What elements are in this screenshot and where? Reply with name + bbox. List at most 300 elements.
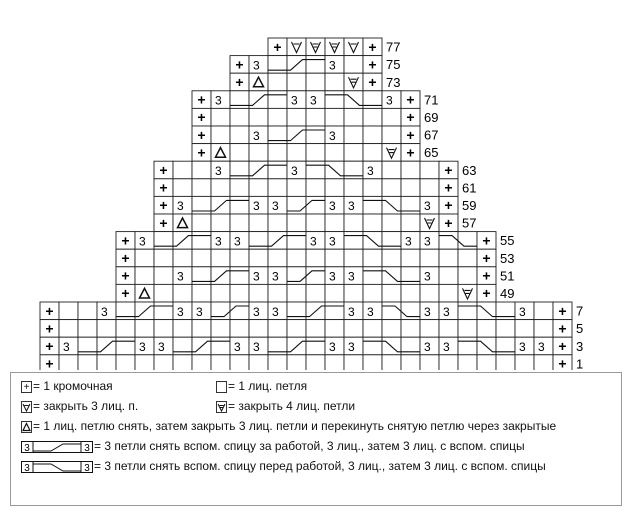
chart-row	[192, 91, 438, 109]
cable-count-label: 3	[424, 199, 431, 214]
cable-count-label: 3	[310, 234, 317, 249]
edge-stitch-mark: +	[159, 197, 168, 214]
legend-knit-text: = 1 лиц. петля	[228, 379, 308, 393]
row-number-label: 57	[462, 215, 477, 231]
chart-row	[40, 302, 583, 320]
chart-cell	[363, 284, 382, 302]
chart-row	[40, 355, 583, 370]
row-number-label: 73	[386, 74, 401, 90]
chart-cell	[382, 249, 401, 267]
chart-cell	[458, 320, 477, 338]
chart-cell	[173, 284, 192, 302]
cable-count-label: 3	[253, 340, 260, 354]
chart-cell	[78, 320, 97, 338]
chart-cell	[211, 320, 230, 338]
cable-count-label: 3	[424, 340, 431, 354]
chart-cell	[382, 355, 401, 370]
chart-cell	[439, 320, 458, 338]
chart-cell	[382, 126, 401, 144]
cable-count-label: 3	[272, 304, 279, 319]
cable-count-label: 3	[196, 304, 203, 319]
edge-stitch-mark: +	[159, 162, 168, 178]
cable-count-label: 3	[519, 304, 526, 319]
svg-text:3: 3	[24, 442, 30, 453]
chart-cell	[515, 320, 534, 338]
chart-cell	[154, 284, 173, 302]
chart-cell	[401, 179, 420, 197]
chart-cell	[306, 108, 325, 126]
cable-count-label: 3	[215, 234, 222, 249]
chart-cell	[344, 126, 363, 144]
cable-front-icon	[21, 461, 93, 473]
cable-count-label: 3	[253, 58, 260, 73]
chart-cell	[211, 214, 230, 232]
chart-cell	[211, 337, 230, 355]
edge-stitch-mark: +	[159, 214, 168, 231]
cable-count-label: 3	[253, 128, 260, 143]
chart-cell	[211, 108, 230, 126]
chart-row	[230, 73, 400, 91]
row-number-label: 77	[386, 39, 401, 55]
chart-cell	[306, 337, 325, 355]
chart-cell	[173, 355, 192, 370]
edge-stitch-mark: +	[121, 250, 130, 266]
chart-cell	[230, 320, 249, 338]
legend-bind-off-3	[21, 399, 138, 414]
edge-stitch-mark: +	[444, 214, 453, 231]
chart-cell	[287, 179, 306, 197]
chart-cell	[249, 179, 268, 197]
bind-off-4-icon	[216, 401, 227, 413]
chart-cell	[325, 91, 344, 109]
chart-cell	[420, 320, 439, 338]
chart-cell	[382, 108, 401, 126]
cable-count-label: 3	[424, 269, 431, 284]
chart-cell	[249, 144, 268, 162]
triangle-decrease-icon	[21, 421, 32, 433]
legend-cable-back-text: = 3 петли снять вспом. спицу за работой, 3 лиц., затем 3 лиц. с вспом. спицы	[94, 439, 525, 453]
cable-count-label: 3	[348, 269, 355, 284]
chart-cell	[268, 73, 287, 91]
chart-cell	[268, 161, 287, 179]
chart-cell	[458, 249, 477, 267]
chart-cell	[344, 284, 363, 302]
chart-cell	[382, 214, 401, 232]
chart-cell	[192, 249, 211, 267]
chart-cell	[363, 126, 382, 144]
edge-stitch-mark: +	[558, 320, 567, 337]
chart-cell	[249, 249, 268, 267]
chart-cell	[401, 249, 420, 267]
legend-bind-off-4-text: = закрыть 4 лиц. петли	[228, 399, 356, 413]
chart-cell	[439, 355, 458, 370]
cable-count-label: 3	[234, 234, 241, 249]
chart-cell	[420, 161, 439, 179]
chart-cell	[287, 284, 306, 302]
chart-cell	[135, 249, 154, 267]
edge-stitch-mark: +	[558, 338, 567, 354]
edge-stitch-mark: +	[406, 144, 415, 161]
chart-cell	[401, 161, 420, 179]
cable-count-label: 3	[215, 164, 222, 178]
chart-cell	[192, 355, 211, 370]
chart-cell	[344, 214, 363, 232]
chart-cell	[420, 355, 439, 370]
chart-cell	[344, 355, 363, 370]
chart-cell	[344, 320, 363, 338]
legend-edge-stitch	[21, 379, 113, 394]
chart-cell	[287, 232, 306, 250]
chart-cell	[230, 214, 249, 232]
chart-cell	[344, 179, 363, 197]
legend-cable-back	[21, 439, 525, 454]
chart-cell	[192, 161, 211, 179]
edge-stitch-mark: +	[45, 302, 54, 319]
chart-cell	[363, 320, 382, 338]
chart-row	[116, 284, 514, 302]
bind-off-3-icon	[21, 401, 32, 413]
chart-cell	[192, 179, 211, 197]
cable-count-label: 3	[519, 340, 526, 354]
cable-count-label: 3	[177, 304, 184, 319]
edge-stitch-mark: +	[558, 302, 567, 319]
chart-cell	[344, 249, 363, 267]
chart-cell	[325, 355, 344, 370]
edge-stitch-mark: +	[45, 338, 54, 354]
cable-count-label: 3	[177, 269, 184, 284]
chart-cell	[325, 108, 344, 126]
row-number-label: 61	[462, 180, 477, 196]
edge-stitch-mark: +	[368, 74, 377, 90]
chart-cell	[458, 267, 477, 285]
cable-count-label: 3	[253, 269, 260, 284]
chart-cell	[230, 249, 249, 267]
cable-count-label: 3	[329, 269, 336, 284]
chart-row	[192, 126, 438, 144]
chart-cell	[439, 232, 458, 250]
chart-cell	[363, 144, 382, 162]
row-number-label: 59	[462, 198, 477, 213]
row-number-label: 3	[576, 338, 584, 354]
edge-stitch-mark: +	[197, 126, 206, 143]
chart-cell	[344, 108, 363, 126]
chart-cell	[268, 214, 287, 232]
chart-cell	[363, 108, 382, 126]
chart-cell	[268, 144, 287, 162]
cable-count-label: 3	[101, 304, 108, 319]
cable-count-label: 3	[367, 164, 374, 178]
cable-count-label: 3	[329, 234, 336, 249]
edge-stitch-mark: +	[482, 285, 491, 302]
row-number-label: 53	[500, 250, 515, 266]
chart-cell	[287, 249, 306, 267]
chart-cell	[287, 108, 306, 126]
legend-bind-off-4	[216, 399, 355, 414]
chart-cell	[477, 320, 496, 338]
chart-cell	[59, 355, 78, 370]
chart-cell	[534, 320, 553, 338]
chart-cell	[477, 355, 496, 370]
svg-text:3: 3	[24, 462, 30, 473]
row-number-label: 71	[424, 92, 439, 108]
chart-cell	[325, 144, 344, 162]
row-number-label: 67	[424, 127, 439, 143]
chart-cell	[249, 284, 268, 302]
chart-cell	[344, 232, 363, 250]
cable-count-label: 3	[158, 340, 165, 354]
row-number-label: 7	[576, 303, 584, 319]
legend	[10, 372, 622, 506]
chart-cell	[306, 284, 325, 302]
edge-stitch-mark: +	[45, 355, 54, 370]
chart-cell	[306, 161, 325, 179]
chart-cell	[306, 320, 325, 338]
chart-cell	[230, 196, 249, 214]
chart-cell	[420, 249, 439, 267]
chart-cell	[287, 355, 306, 370]
chart-cell	[401, 284, 420, 302]
cable-count-label: 3	[291, 164, 298, 178]
chart-cell	[116, 355, 135, 370]
chart-cell	[496, 320, 515, 338]
svg-text:3: 3	[84, 442, 90, 453]
chart-cell	[230, 126, 249, 144]
chart-cell	[306, 179, 325, 197]
edge-stitch-mark: +	[482, 267, 491, 284]
cable-count-label: 3	[443, 340, 450, 354]
edge-stitch-mark: +	[444, 179, 453, 196]
chart-cell	[287, 73, 306, 91]
edge-stitch-mark: +	[121, 232, 130, 249]
edge-stitch-mark: +	[558, 355, 567, 370]
chart-cell	[363, 249, 382, 267]
chart-cell	[173, 179, 192, 197]
chart-cell	[401, 214, 420, 232]
chart-cell	[230, 355, 249, 370]
cable-count-label: 3	[291, 93, 298, 108]
chart-cell	[268, 91, 287, 109]
chart-cell	[325, 214, 344, 232]
chart-cell	[363, 267, 382, 285]
chart-cell	[154, 302, 173, 320]
chart-cell	[268, 284, 287, 302]
cable-back-icon	[21, 441, 93, 453]
row-number-label: 55	[500, 233, 515, 249]
chart-cell	[192, 320, 211, 338]
cable-count-label: 3	[424, 304, 431, 319]
cable-count-label: 3	[348, 199, 355, 214]
chart-cell	[230, 179, 249, 197]
edge-stitch-mark: +	[482, 232, 491, 249]
chart-row	[192, 144, 438, 162]
cable-count-label: 3	[272, 269, 279, 284]
chart-cell	[249, 108, 268, 126]
chart-cell	[534, 355, 553, 370]
legend-edge-text: = 1 кромочная	[33, 379, 113, 393]
chart-cell	[249, 320, 268, 338]
chart-cell	[249, 355, 268, 370]
chart-cell	[325, 302, 344, 320]
cable-count-label: 3	[443, 304, 450, 319]
chart-cell	[458, 337, 477, 355]
cable-count-label: 3	[538, 340, 545, 354]
chart-cell	[268, 355, 287, 370]
chart-cell	[363, 337, 382, 355]
chart-cell	[268, 108, 287, 126]
knit-stitch-icon	[216, 381, 227, 393]
chart-cell	[173, 161, 192, 179]
chart-cell	[268, 249, 287, 267]
svg-text:3: 3	[84, 462, 90, 473]
cable-count-label: 3	[329, 58, 336, 73]
chart-cell	[192, 284, 211, 302]
chart-row	[154, 214, 476, 232]
chart-row	[154, 179, 476, 197]
chart-row	[192, 108, 438, 126]
chart-cell	[287, 214, 306, 232]
chart-row	[40, 337, 583, 355]
edge-stitch-mark: +	[368, 56, 377, 73]
chart-cell	[363, 214, 382, 232]
chart-cell	[268, 320, 287, 338]
chart-row	[116, 267, 514, 285]
chart-cell	[306, 144, 325, 162]
chart-row	[154, 161, 476, 179]
chart-cell	[382, 302, 401, 320]
edge-stitch-mark: +	[197, 144, 206, 161]
chart-cell	[534, 302, 553, 320]
chart-cell	[325, 179, 344, 197]
row-number-label: 51	[500, 268, 515, 284]
edge-stitch-mark: +	[444, 197, 453, 214]
edge-stitch-mark: +	[444, 162, 453, 178]
chart-cell	[78, 302, 97, 320]
edge-stitch-mark: +	[159, 179, 168, 196]
edge-stitch-mark: +	[197, 109, 206, 126]
chart-cell	[496, 355, 515, 370]
cable-count-label: 3	[329, 199, 336, 214]
chart-cell	[116, 320, 135, 338]
chart-cell	[78, 355, 97, 370]
chart-cell	[249, 214, 268, 232]
chart-cell	[135, 320, 154, 338]
chart-cell	[135, 267, 154, 285]
edge-stitch-mark: +	[406, 109, 415, 126]
chart-cell	[401, 320, 420, 338]
chart-row	[116, 249, 514, 267]
chart-cell	[325, 284, 344, 302]
row-number-label: 1	[576, 356, 584, 370]
row-number-label: 49	[500, 286, 515, 301]
chart-cell	[59, 302, 78, 320]
edge-stitch-mark: +	[406, 126, 415, 143]
chart-cell	[211, 284, 230, 302]
chart-cell	[439, 267, 458, 285]
chart-cell	[382, 179, 401, 197]
chart-cell	[97, 320, 116, 338]
chart-cell	[363, 196, 382, 214]
chart-cell	[458, 302, 477, 320]
chart-row	[116, 232, 514, 250]
chart-cell	[211, 126, 230, 144]
edge-stitch-mark: +	[121, 267, 130, 284]
edge-stitch-mark: +	[235, 74, 244, 90]
chart-cell	[458, 355, 477, 370]
chart-cell	[154, 249, 173, 267]
cable-count-label: 3	[329, 340, 336, 354]
chart-cell	[287, 144, 306, 162]
edge-stitch-mark: +	[45, 320, 54, 337]
edge-stitch-mark: +	[273, 38, 282, 55]
chart-cell	[230, 284, 249, 302]
chart-cell	[173, 320, 192, 338]
chart-cell	[401, 355, 420, 370]
chart-cell	[230, 267, 249, 285]
chart-cell	[382, 320, 401, 338]
chart-row	[154, 196, 476, 214]
chart-cell	[306, 126, 325, 144]
edge-stitch-mark: +	[406, 91, 415, 108]
chart-cell	[439, 249, 458, 267]
chart-cell	[211, 249, 230, 267]
cable-count-label: 3	[367, 304, 374, 319]
chart-cell	[211, 355, 230, 370]
legend-knit-stitch	[216, 379, 307, 394]
chart-cell	[306, 73, 325, 91]
chart-cell	[211, 179, 230, 197]
cable-count-label: 3	[272, 199, 279, 214]
cable-count-label: 3	[348, 304, 355, 319]
cable-count-label: 3	[386, 93, 393, 108]
chart-cell	[192, 232, 211, 250]
chart-cell	[306, 196, 325, 214]
row-number-label: 69	[424, 110, 439, 125]
chart-cell	[154, 355, 173, 370]
chart-cell	[420, 284, 439, 302]
chart-cell	[325, 73, 344, 91]
chart-cell	[59, 320, 78, 338]
chart-cell	[306, 267, 325, 285]
chart-cell	[97, 355, 116, 370]
chart-cell	[230, 144, 249, 162]
legend-bind-off-3-text: = закрыть 3 лиц. п.	[33, 399, 139, 413]
cable-count-label: 3	[310, 93, 317, 108]
legend-triangle-text: = 1 лиц. петлю снять, затем закрыть 3 лиц. петли и перекинуть снятую петлю через закрытые	[33, 419, 557, 433]
edge-stitch-mark: +	[368, 38, 377, 55]
chart-cell	[363, 179, 382, 197]
edge-stitch-icon: +	[21, 381, 32, 393]
chart-cell	[230, 108, 249, 126]
legend-cable-front	[21, 459, 546, 474]
cable-count-label: 3	[405, 234, 412, 249]
chart-cell	[154, 320, 173, 338]
cable-count-label: 3	[424, 234, 431, 249]
chart-cell	[135, 355, 154, 370]
chart-cell	[154, 267, 173, 285]
chart-row	[268, 38, 400, 56]
cable-count-label: 3	[139, 340, 146, 354]
chart-row	[230, 56, 400, 74]
chart-cell	[344, 144, 363, 162]
chart-cell	[230, 302, 249, 320]
cable-count-label: 3	[215, 93, 222, 108]
chart-cell	[325, 249, 344, 267]
chart-cell	[382, 284, 401, 302]
chart-cell	[344, 56, 363, 74]
edge-stitch-mark: +	[121, 285, 130, 302]
chart-cell	[515, 355, 534, 370]
row-number-label: 75	[386, 57, 401, 73]
